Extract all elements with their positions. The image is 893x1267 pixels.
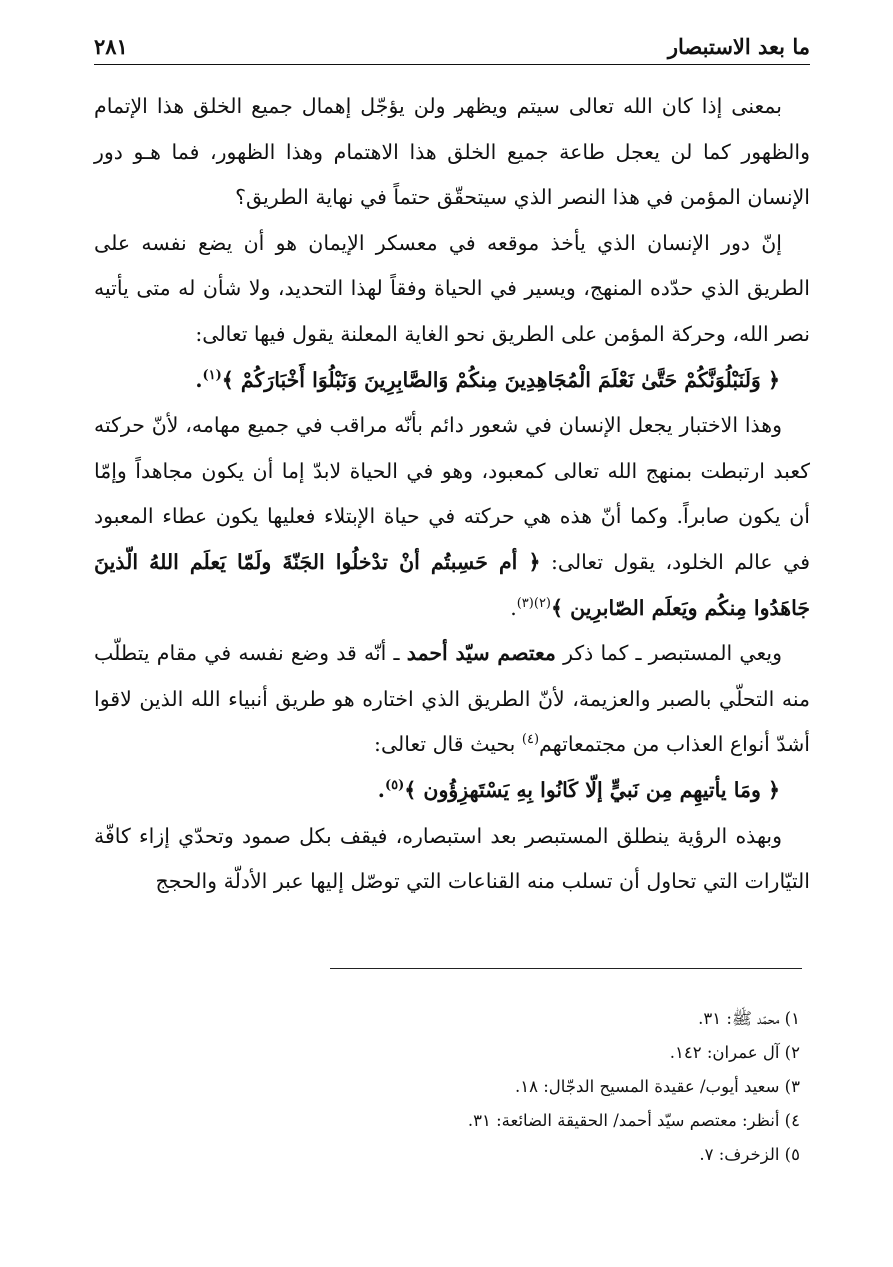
- paragraph-1: بمعنى إذا كان الله تعالى سيتم ويظهر ولن يؤجّل إهمال جميع الخلق هذا الإتمام والظهور كما لن يعجل طاعة جميع الخلق هذا الاهتمام وهذا الظهور، فما هـو دور الإنسان المؤمن في هذا النصر الذي سيتحقّق حتماً في نهاية الطريق؟: [94, 94, 810, 210]
- running-title: ما بعد الاستبصار: [667, 34, 810, 59]
- main-text: [94, 84, 810, 905]
- page-number: ٢٨١: [94, 34, 128, 59]
- footnote-ref-3: (٣): [516, 595, 534, 611]
- footnote-ref-1: (١): [202, 367, 222, 383]
- author-name: معتصم سيّد أحمد: [406, 641, 556, 666]
- page-header: [94, 30, 810, 65]
- footnote-ref-2: (٢): [533, 595, 551, 611]
- footnote-4: ٤) أنظر: معتصم سيّد أحمد/ الحقيقة الضائعة: ٣١.: [467, 1111, 800, 1130]
- footnote-ref-5: (٥): [384, 778, 405, 794]
- quran-verse-3-text: ﴿ ومَا يأتيهِم مِن نَبيٍّ إلّا كَانُوا بِهِ يَسْتَهزِؤُون ﴾: [404, 777, 780, 802]
- paragraph-4-text-a: ويعي المستبصر ـ كما ذكر: [563, 641, 782, 666]
- footnote-1: ١) محمّد ﷺ: ٣١.: [698, 1009, 800, 1028]
- footnote-3: ٣) سعيد أيوب/ عقيدة المسيح الدجّال: ١٨.: [514, 1077, 800, 1096]
- footnote-5: ٥) الزخرف: ٧.: [699, 1145, 800, 1164]
- quran-verse-1-text: ﴿ وَلَنَبْلُوَنَّكُمْ حَتَّىٰ نَعْلَمَ الْمُجَاهِدِينَ مِنكُمْ وَالصَّابِرِينَ وَنَبْلُوَا أَخْبَارَكُمْ ﴾: [221, 367, 780, 392]
- paragraph-2: إنّ دور الإنسان الذي يأخذ موقعه في معسكر الإيمان هو أن يضع نفسه على الطريق الذي حدّده المنهج، ويسير في الحياة وفقاً لهذا التحديد، ولا شأن له متى يأتيه نصر الله، وحركة المؤمن على الطريق نحو الغاية المعلنة يقول فيها تعالى:: [94, 230, 810, 346]
- paragraph-4-text-b: ـ أنّه قد وضع نفسه في مقام يتطلّب منه التحلّي بالصبر والعزيمة، لأنّ الطريق الذي اختاره هو طريق أنبياء الله الذين لاقوا أشدّ أنواع العذاب من مجتمعاتهم: [94, 641, 810, 757]
- paragraph-3-text: وهذا الاختبار يجعل الإنسان في شعور دائم بأنّه مراقب في جميع مهامه، لأنّ حركته كعبد ارتبطت بمنهج الله تعالى كمعبود، وهو في الحياة لابدّ إما أن يكون مجاهداً وإمّا أن يكون صابراً. وكما أنّ هذه هي حركته في حياة الإبتلاء فعليها يكون عطاء المعبود في عالم الخلود، يقول تعالى:: [94, 413, 810, 574]
- quran-verse-1: ﴿ وَلَنَبْلُوَنَّكُمْ حَتَّىٰ نَعْلَمَ الْمُجَاهِدِينَ مِنكُمْ وَالصَّابِرِينَ وَنَبْلُوَا أَخْبَارَكُمْ ﴾$^{(١)}$.: [195, 367, 780, 392]
- footnote-2: ٢) آل عمران: ١٤٢.: [669, 1043, 800, 1062]
- quran-verse-2: ﴿ أم حَسِبتُم أنْ تدْخلُوا الجَنّةَ ولَمّا يَعلَم اللهُ الّذينَ جَاهَدُوا مِنكُم ويَعلَم الصّابرِين ﴾: [94, 549, 810, 620]
- paragraph-4-text-c: بحيث قال تعالى:: [374, 732, 516, 757]
- paragraph-4: [94, 631, 810, 768]
- footnote-ref-4: (٤): [521, 732, 540, 748]
- footnotes: [200, 1002, 800, 1172]
- paragraph-5: وبهذه الرؤية ينطلق المستبصر بعد استبصاره، فيقف بكل صمود وتحدّي إزاء كافّة التيّارات التي تحاول أن تسلب منه القناعات التي توصّل إليها عبر الأدلّة والحجج: [94, 823, 810, 894]
- footnote-divider: [330, 968, 802, 969]
- quran-verse-3: ﴿ ومَا يأتيهِم مِن نَبيٍّ إلّا كَانُوا بِهِ يَسْتَهزِؤُون ﴾$^{(٥)}$.: [377, 777, 780, 802]
- paragraph-3: وهذا الاختبار يجعل الإنسان في شعور دائم بأنّه مراقب في جميع مهامه، لأنّ حركته كعبد ارتبطت بمنهج الله تعالى كمعبود، وهو في الحياة لابدّ إما أن يكون مجاهداً وإمّا أن يكون صابراً. وكما أنّ هذه هي حركته في حياة الإبتلاء فعليها يكون عطاء المعبود في عالم الخلود، يقول تعالى: ﴿ أم حَسِبتُم أنْ تدْخلُوا الجَنّةَ ولَمّا يَعلَم اللهُ الّذينَ جَاهَدُوا مِنكُم ويَعلَم الصّابرِين ﴾$^{(٢)(٣)}$.: [94, 413, 810, 620]
